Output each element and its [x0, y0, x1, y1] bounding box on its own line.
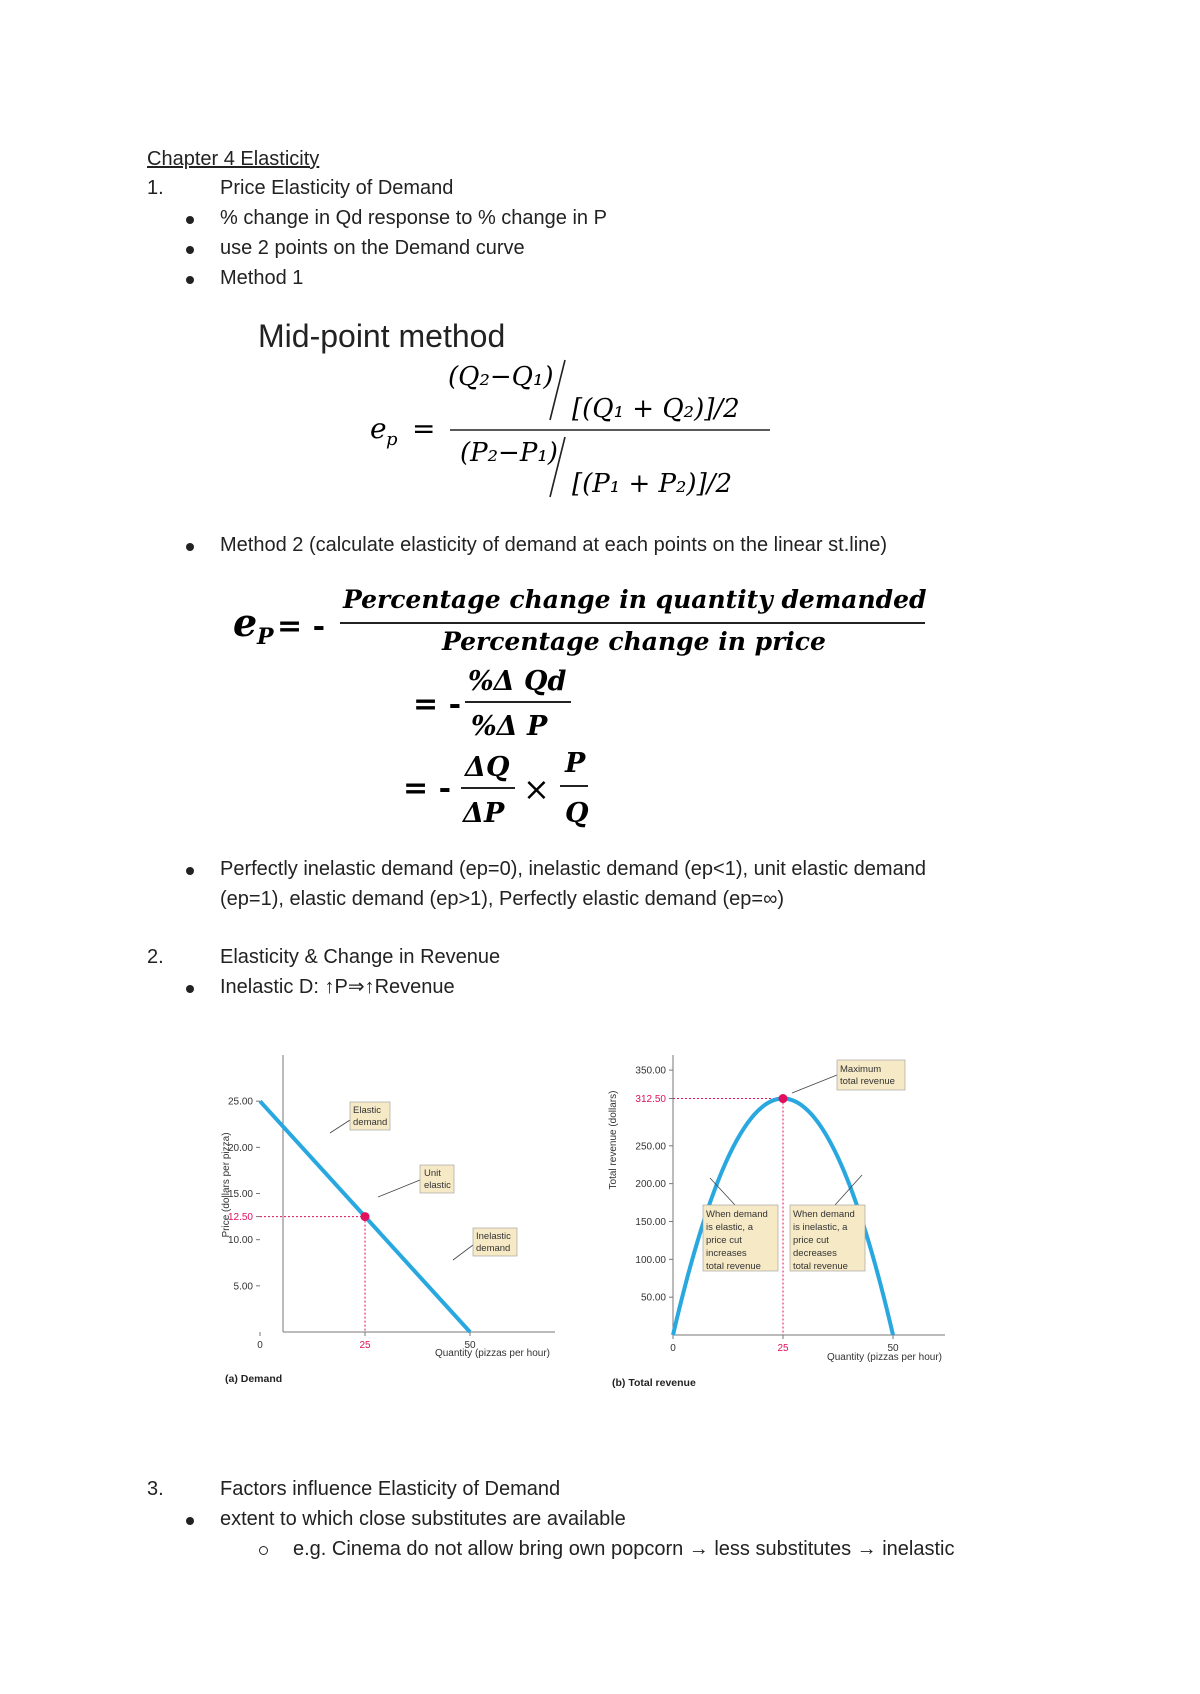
formula2-frac4-den: Q: [565, 798, 589, 829]
formula2-eq: = -: [277, 609, 326, 644]
revenue-chart-caption: (b) Total revenue: [612, 1377, 696, 1389]
inelastic-annotation: When demand is inelastic, a price cut decreases total revenue: [793, 1209, 855, 1272]
formula2-frac1-num: Percentage change in quantity demanded: [343, 585, 927, 614]
list-item: Inelastic D: ↑P⇒↑Revenue: [220, 976, 455, 998]
formula2-frac1-den: Percentage change in price: [442, 627, 826, 656]
page-title: Chapter 4 Elasticity: [147, 148, 320, 170]
section-3-number: 3.: [147, 1478, 164, 1500]
formula2-frac3-den: ΔP: [463, 798, 505, 829]
list-item: % change in Qd response to % change in P: [220, 207, 607, 229]
formula-lhs: e: [370, 412, 387, 445]
list-item: extent to which close substitutes are available: [220, 1508, 626, 1530]
formula-den-top: (P₂−P₁): [460, 438, 558, 468]
y-tick-label: 5.00: [233, 1281, 253, 1293]
bullet-icon: [186, 543, 194, 551]
demand-chart: [215, 1040, 565, 1400]
y-tick-label: 350.00: [635, 1065, 666, 1077]
inelastic-demand-label: Inelastic demand: [476, 1231, 511, 1254]
x-tick-label: 0: [670, 1343, 676, 1354]
formula2-frac2-num: %Δ Qd: [468, 666, 567, 697]
formula2-eq2: = -: [413, 687, 462, 722]
sub-bullet-icon: [259, 1546, 268, 1555]
y-tick-label: 12.50: [227, 1212, 253, 1224]
midpoint-formula: [360, 355, 790, 505]
y-tick-label: 10.00: [227, 1235, 253, 1247]
y-tick-label: 50.00: [640, 1292, 666, 1304]
formula2-frac4-num: P: [565, 748, 586, 779]
bullet-icon: [186, 1517, 194, 1525]
section-3-heading: Factors influence Elasticity of Demand: [220, 1478, 561, 1500]
bullet-icon: [186, 867, 194, 875]
svg-text:=: =: [412, 412, 436, 445]
x-tick-label: 50: [887, 1343, 899, 1354]
list-item: use 2 points on the Demand curve: [220, 237, 525, 259]
list-item: Perfectly inelastic demand (ep=0), inelastic demand (ep<1), unit elastic demand: [220, 858, 926, 880]
list-item: Method 2 (calculate elasticity of demand at each points on the linear st.line): [220, 534, 888, 556]
formula2-lhs: e: [233, 600, 258, 645]
max-revenue-label: Maximum total revenue: [840, 1064, 895, 1087]
x-tick-label: 25: [777, 1343, 789, 1354]
unit-elastic-point: [361, 1212, 370, 1221]
midpoint-method-title: Mid-point method: [258, 318, 506, 354]
demand-chart-caption: (a) Demand: [225, 1373, 283, 1385]
revenue-chart-xlabel: Quantity (pizzas per hour): [826, 1352, 942, 1363]
x-tick-label: 25: [359, 1340, 371, 1351]
sub-list-item: e.g. Cinema do not allow bring own popcorn → less substitutes → inelastic: [293, 1538, 955, 1560]
x-tick-label: 0: [257, 1340, 263, 1351]
demand-chart-ylabel: Price (dollars per pizza): [221, 1132, 232, 1238]
bullet-icon: [186, 276, 194, 284]
times-icon: ×: [523, 770, 550, 808]
y-tick-label: 15.00: [227, 1189, 253, 1200]
y-tick-label: 25.00: [227, 1096, 253, 1108]
y-tick-label: 20.00: [227, 1142, 253, 1154]
revenue-chart-ylabel: Total revenue (dollars): [608, 1090, 619, 1190]
x-tick-label: 50: [464, 1340, 476, 1351]
elastic-annotation: When demand is elastic, a price cut increases total revenue: [706, 1209, 768, 1272]
total-revenue-chart: [600, 1040, 960, 1400]
section-2-number: 2.: [147, 946, 164, 968]
formula-num-bottom: [(Q₁ + Q₂)]/2: [572, 394, 740, 424]
y-tick-label: 312.50: [635, 1094, 666, 1106]
formula2-eq3: = -: [403, 771, 452, 806]
y-tick-label: 100.00: [635, 1254, 666, 1266]
y-tick-label: 250.00: [635, 1141, 666, 1153]
section-1-heading: Price Elasticity of Demand: [220, 177, 454, 199]
y-tick-label: 150.00: [635, 1216, 666, 1228]
formula-den-bottom: [(P₁ + P₂)]/2: [572, 469, 733, 499]
formula-lhs-sub: p: [386, 429, 398, 450]
formula2-frac3-num: ΔQ: [465, 752, 510, 783]
formula-num-top: (Q₂−Q₁): [448, 362, 554, 392]
list-item-continued: (ep=1), elastic demand (ep>1), Perfectly elastic demand (ep=∞): [220, 888, 784, 910]
y-tick-label: 200.00: [635, 1179, 666, 1191]
max-revenue-point: [779, 1094, 788, 1103]
bullet-icon: [186, 985, 194, 993]
demand-chart-xlabel: Quantity (pizzas per hour): [434, 1348, 550, 1359]
list-item: Method 1: [220, 267, 304, 289]
bullet-icon: [186, 216, 194, 224]
elastic-demand-label: Elastic demand: [353, 1105, 388, 1128]
section-2-heading: Elasticity & Change in Revenue: [220, 946, 501, 968]
bullet-icon: [186, 246, 194, 254]
section-1-number: 1.: [147, 177, 164, 199]
method2-formula: [225, 578, 945, 840]
formula2-frac2-den: %Δ P: [471, 711, 548, 742]
unit-elastic-label: Unit elastic: [424, 1168, 451, 1191]
formula2-lhs-sub: P: [257, 624, 274, 650]
